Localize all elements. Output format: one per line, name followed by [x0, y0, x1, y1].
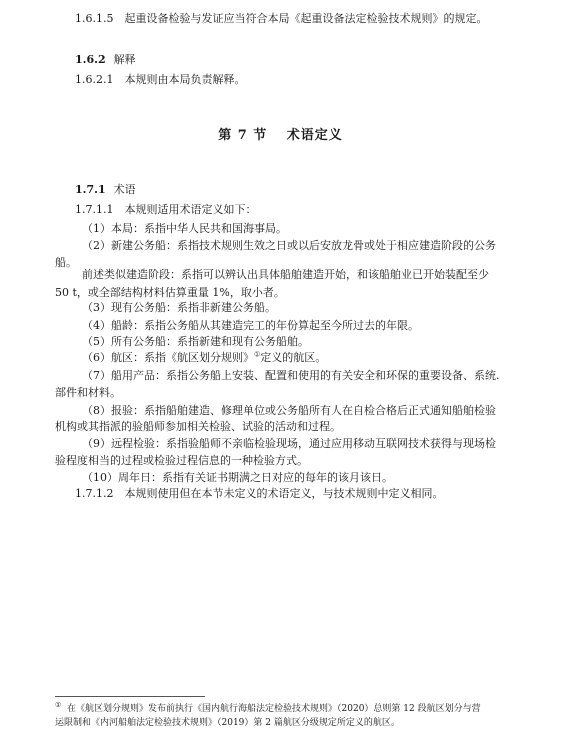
footnote-reference: ① — [254, 350, 261, 359]
footnote-line-1: 在《航区划分规则》发布前执行《国内航行海船法定检验技术规则》（2020）总则第 12 段航区划分与营 — [67, 704, 481, 714]
clause-1-6-2-1: 1.6.2.1 本规则由本局负责解释。 — [75, 73, 246, 86]
footnote-line-2: 运限制和《内河船舶法定检验技术规则》（2019）第 2 篇航区分级规定所定义的航区。 — [55, 718, 400, 728]
clause-1-7-1-2: 1.7.1.2 本规则使用但在本节未定义的术语定义，与技术规则中定义相同。 — [75, 487, 444, 500]
paragraph-construction-stage-continued: 50 t，或全部结构材料估算重量 1%，取小者。 — [55, 286, 285, 299]
term-item-7-continued: 部件和材料。 — [55, 386, 121, 399]
term-item-5: （5）所有公务船：系指新建和现有公务船舶。 — [82, 335, 309, 348]
term-item-9-continued: 验程度相当的过程或检验过程信息的一种检验方式。 — [55, 454, 308, 467]
subsection-title: 术语 — [113, 183, 136, 196]
footnote-text — [55, 702, 481, 716]
term-item-8: （8）报验：系指船舶建造、修理单位或公务船所有人在自检合格后正式通知船舶检验 — [82, 404, 496, 417]
subsection-heading-1-7-1 — [75, 182, 136, 197]
term-item-9: （9）远程检验：系指验船师不亲临检验现场，通过应用移动互联网技术获得与现场检 — [82, 437, 496, 450]
footnote-marker: ① — [55, 701, 62, 709]
subsection-title: 解释 — [113, 53, 136, 66]
term-item-10: （10）周年日：系指有关证书期满之日对应的每年的该月该日。 — [82, 471, 393, 484]
term-item-6-text: （6）航区：系指《航区划分规则》 — [82, 351, 254, 364]
clause-1-7-1-1: 1.7.1.1 本规则适用术语定义如下： — [75, 203, 257, 216]
subsection-heading-1-6-2 — [75, 52, 136, 67]
term-item-6-text-end: 定义的航区。 — [260, 351, 327, 364]
term-item-8-continued: 机构或其指派的验船师参加相关检验、试验的活动和过程。 — [55, 420, 341, 433]
clause-1-6-1-5: 1.6.1.5 起重设备检验与发证应当符合本局《起重设备法定检验技术规则》的规定。 — [75, 12, 488, 25]
subsection-number: 1.7.1 — [75, 183, 106, 196]
footnote-divider — [55, 696, 205, 697]
term-item-7: （7）船用产品：系指公务船上安装、配置和使用的有关安全和环保的重要设备、系统. — [82, 369, 500, 382]
paragraph-construction-stage: 前述类似建造阶段：系指可以辨认出具体船舶建造开始，和该船舶业已开始装配至少 — [82, 268, 489, 281]
term-item-3: （3）现有公务船：系指非新建公务船。 — [82, 301, 276, 314]
section-title: 第 7 节 术语定义 — [218, 128, 343, 143]
term-item-4: （4）船龄：系指公务船从其建造完工的年份算起至今所过去的年限。 — [82, 319, 419, 332]
subsection-number: 1.6.2 — [75, 53, 106, 66]
term-item-6 — [82, 350, 326, 365]
term-item-2-continued: 船。 — [55, 256, 77, 269]
term-item-1: （1）本局：系指中华人民共和国海事局。 — [82, 222, 287, 235]
term-item-2: （2）新建公务船：系指技术规则生效之日或以后安放龙骨或处于相应建造阶段的公务 — [82, 239, 496, 252]
